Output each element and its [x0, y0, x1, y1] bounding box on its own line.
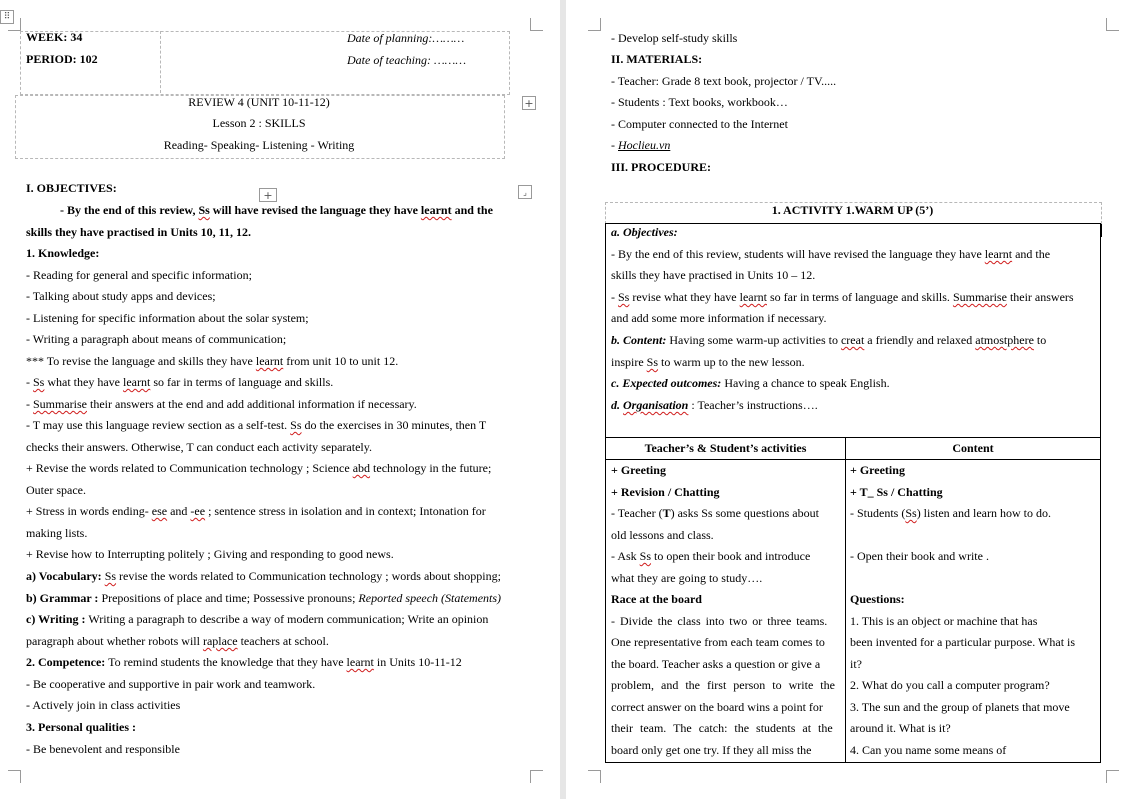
- grammar-line: b) Grammar : Prepositions of place and time; Possessive pronouns; Reported speech (Statements): [26, 591, 502, 605]
- knowledge-item: - Writing a paragraph about means of communication;: [26, 332, 287, 346]
- knowledge-item: Outer space.: [26, 483, 86, 497]
- competence-item: - Be cooperative and supportive in pair work and teamwork.: [26, 677, 316, 691]
- knowledge-item: - Listening for specific information about the solar system;: [26, 311, 309, 325]
- activity-step: - Teacher (T) asks Ss some questions about: [611, 506, 819, 520]
- activity-step: their team. The catch: the students at the: [611, 721, 833, 735]
- activity-step: what they are going to study….: [611, 571, 763, 585]
- add-row-icon-2[interactable]: +: [259, 188, 277, 202]
- question-item: 2. What do you call a computer program?: [850, 678, 1050, 692]
- question-item: 3. The sun and the group of planets that move: [850, 700, 1070, 714]
- crop-mark-top-left: [588, 18, 601, 31]
- vocabulary-line: a) Vocabulary: Ss revise the words related to Communication technology ; words about shopping;: [26, 569, 501, 583]
- activity-greeting: + Greeting: [611, 463, 666, 477]
- objectives-heading: I. OBJECTIVES:: [26, 181, 117, 195]
- date-of-planning: Date of planning:………: [347, 31, 465, 45]
- knowledge-item: *** To revise the language and skills they have learnt from unit 10 to unit 12.: [26, 354, 399, 368]
- race-heading: Race at the board: [611, 592, 702, 606]
- material-item: - Teacher: Grade 8 text book, projector / TV.....: [611, 74, 837, 88]
- objectives-text: and add some more information if necessary.: [611, 311, 827, 325]
- activity-title: 1. ACTIVITY 1.WARM UP (5’): [771, 203, 934, 217]
- content-text: inspire Ss to warm up to the new lesson.: [611, 355, 805, 369]
- personal-qualities-heading: 3. Personal qualities :: [26, 720, 136, 734]
- table-move-handle-icon[interactable]: ⠿: [0, 10, 14, 24]
- lesson-title: Lesson 2 : SKILLS: [212, 116, 306, 130]
- material-item: - Students : Text books, workbook…: [611, 95, 788, 109]
- organisation-text: d. Organisation : Teacher’s instructions….: [611, 398, 818, 412]
- activity-step: - Ask Ss to open their book and introduce: [611, 549, 811, 563]
- crop-mark-bottom-left: [8, 770, 21, 783]
- activity-revision: + Revision / Chatting: [611, 485, 720, 499]
- content-step: - Open their book and write .: [850, 549, 989, 563]
- review-title: REVIEW 4 (UNIT 10-11-12): [188, 95, 330, 109]
- materials-heading: II. MATERIALS:: [611, 52, 703, 66]
- procedure-heading: III. PROCEDURE:: [611, 160, 712, 174]
- add-row-icon[interactable]: +: [522, 96, 536, 110]
- objectives-label: a. Objectives:: [611, 225, 678, 239]
- skills-title: Reading- Speaking- Listening - Writing: [163, 138, 355, 152]
- objectives-intro: - By the end of this review, Ss will have revised the language they have learnt and the: [60, 203, 493, 217]
- activity-step: problem, and the first person to write the: [611, 678, 835, 692]
- material-item: - Hoclieu.vn: [611, 138, 671, 152]
- content-step: - Students (Ss) listen and learn how to do.: [850, 506, 1051, 520]
- activity-step: One representative from each team comes to: [611, 635, 825, 649]
- objectives-text: - By the end of this review, students will have revised the language they have learnt and the: [611, 247, 1051, 261]
- crop-mark-bottom-left: [588, 770, 601, 783]
- question-item: it?: [850, 657, 862, 671]
- personal-quality-item: - Be benevolent and responsible: [26, 742, 180, 756]
- period-label: PERIOD: 102: [26, 52, 98, 66]
- question-item: been invented for a particular purpose. What is: [850, 635, 1076, 649]
- knowledge-item: - Reading for general and specific information;: [26, 268, 252, 282]
- col-header-activities: Teacher’s & Student’s activities: [644, 441, 807, 455]
- knowledge-item: + Revise the words related to Communication technology ; Science abd technology in the future;: [26, 461, 492, 475]
- objectives-text: - Ss revise what they have learnt so far in terms of language and skills. Summarise their answers: [611, 290, 1074, 304]
- crop-mark-bottom-right: [530, 770, 543, 783]
- resize-handle-icon[interactable]: ⌟: [518, 185, 532, 199]
- knowledge-item: - Summarise their answers at the end and add additional information if necessary.: [26, 397, 417, 411]
- knowledge-item: - Talking about study apps and devices;: [26, 289, 216, 303]
- knowledge-item: checks their answers. Otherwise, T can conduct each activity separately.: [26, 440, 372, 454]
- self-study-item: - Develop self-study skills: [611, 31, 738, 45]
- knowledge-item: - T may use this language review section as a self-test. Ss do the exercises in 30 minutes, then T: [26, 418, 487, 432]
- writing-line: c) Writing : Writing a paragraph to describe a way of modern communication; Write an opinion: [26, 612, 489, 626]
- knowledge-item: - Ss what they have learnt so far in terms of language and skills.: [26, 375, 334, 389]
- activity-step: the board. Teacher asks a question or give a: [611, 657, 821, 671]
- competence-line: 2. Competence: To remind students the knowledge that they have learnt in Units 10-11-12: [26, 655, 462, 669]
- knowledge-item: + Stress in words ending- ese and -ee ; sentence stress in isolation and in context; Intonation for: [26, 504, 486, 518]
- content-chatting: + T_ Ss / Chatting: [850, 485, 943, 499]
- question-item: around it. What is it?: [850, 721, 951, 735]
- material-item: - Computer connected to the Internet: [611, 117, 788, 131]
- activity-step: old lessons and class.: [611, 528, 714, 542]
- document-page-left: [0, 0, 560, 799]
- knowledge-heading: 1. Knowledge:: [26, 246, 100, 260]
- questions-heading: Questions:: [850, 592, 905, 606]
- knowledge-item: making lists.: [26, 526, 88, 540]
- text-cursor: [1100, 224, 1102, 237]
- outcomes-text: c. Expected outcomes: Having a chance to speak English.: [611, 376, 890, 390]
- competence-item: - Actively join in class activities: [26, 698, 181, 712]
- crop-mark-bottom-right: [1106, 770, 1119, 783]
- knowledge-item: + Revise how to Interrupting politely ; Giving and responding to good news.: [26, 547, 394, 561]
- crop-mark-top-right: [530, 18, 543, 31]
- col-header-content: Content: [952, 441, 994, 455]
- header-row-divider: [605, 459, 1101, 460]
- date-of-teaching: Date of teaching: ………: [347, 53, 466, 67]
- activity-step: - Divide the class into two or three teams.: [611, 614, 828, 628]
- objectives-intro-2: skills they have practised in Units 10, 11, 12.: [26, 225, 252, 239]
- week-label: WEEK: 34: [26, 30, 83, 44]
- crop-mark-top-right: [1106, 18, 1119, 31]
- writing-line-2: paragraph about whether robots will raplace teachers at school.: [26, 634, 329, 648]
- header-table-divider: [160, 31, 161, 93]
- objectives-text: skills they have practised in Units 10 – 12.: [611, 268, 816, 282]
- hoclieu-link[interactable]: Hoclieu.vn: [618, 138, 671, 152]
- question-item: 4. Can you name some means of: [850, 743, 1007, 757]
- activity-step: correct answer on the board wins a point for: [611, 700, 823, 714]
- content-greeting: + Greeting: [850, 463, 905, 477]
- question-item: 1. This is an object or machine that has: [850, 614, 1038, 628]
- content-text: b. Content: Having some warm-up activities to creat a friendly and relaxed atmostphere to: [611, 333, 1047, 347]
- activity-step: board only get one try. If they all miss the: [611, 743, 812, 757]
